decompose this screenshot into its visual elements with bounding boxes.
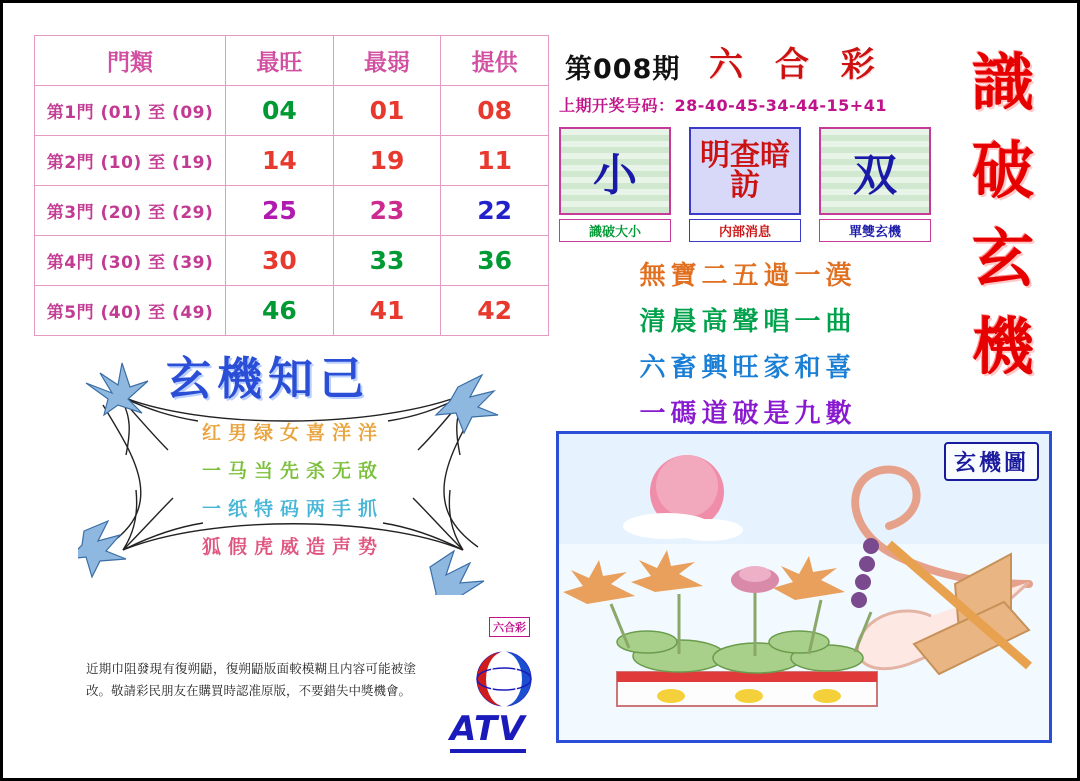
row-given: 11 [441, 136, 549, 186]
row-label: 第3門 (20) 至 (29) [35, 186, 226, 236]
row-cold: 23 [333, 186, 441, 236]
table-header-hot: 最旺 [226, 36, 334, 86]
row-given: 08 [441, 86, 549, 136]
xuanji-picture [556, 431, 1052, 743]
poem-block [563, 255, 933, 439]
row-hot: 04 [226, 86, 334, 136]
row-hot: 30 [226, 236, 334, 286]
row-cold: 41 [333, 286, 441, 336]
row-cold: 33 [333, 236, 441, 286]
poem-line: 六畜興旺家和喜 [639, 353, 857, 383]
last-draw-numbers: 上期开奖号码：28-40-45-34-44-15+41 [559, 96, 887, 115]
row-given: 42 [441, 286, 549, 336]
row-given: 22 [441, 186, 549, 236]
thumbnail-caption: 内部消息 [689, 219, 801, 242]
disclaimer-text: 近期巾阻發現有復朔鼯，復朔鼯版面較模糊且内容可能被塗改。敬請彩民朋友在購買時認准原版，不要錯失中獎機會。 [86, 661, 416, 698]
mini-lotto-badge: 六合彩 [489, 617, 530, 637]
table-header-category: 門類 [35, 36, 226, 86]
thumbnail-caption: 識破大小 [559, 219, 671, 242]
row-label: 第4門 (30) 至 (39) [35, 236, 226, 286]
zhiji-verse-block [163, 418, 423, 570]
row-given: 36 [441, 236, 549, 286]
lottery-name: 六 合 彩 [709, 45, 885, 85]
row-hot: 25 [226, 186, 334, 236]
thumbnail-caption: 單雙玄機 [819, 219, 931, 242]
thumbnail-odd-even[interactable] [819, 127, 931, 215]
title-char: 玄 [971, 222, 1034, 295]
title-char: 破 [971, 134, 1034, 207]
atv-brand: ATV [450, 709, 526, 753]
row-hot: 14 [226, 136, 334, 186]
verse-line: 一马当先杀无敌 [201, 460, 384, 482]
thumbnail-row [559, 127, 929, 247]
atv-logo-icon [473, 648, 535, 710]
thumbnail-size-hint[interactable] [559, 127, 671, 215]
prediction-table [34, 35, 549, 336]
row-label: 第2門 (10) 至 (19) [35, 136, 226, 186]
table-row [35, 186, 549, 236]
xuanji-zhiji-title: 玄機知己 [166, 352, 371, 405]
table-header-given: 提供 [441, 36, 549, 86]
table-row [35, 236, 549, 286]
verse-line: 一纸特码两手抓 [201, 498, 384, 520]
poem-line: 無寶二五過一漠 [639, 261, 857, 291]
row-cold: 19 [333, 136, 441, 186]
row-label: 第1門 (01) 至 (09) [35, 86, 226, 136]
verse-line: 红男绿女喜洋洋 [201, 422, 384, 444]
thumbnail-glyph: 双 [853, 150, 897, 201]
poem-line: 一碼道破是九數 [639, 399, 857, 429]
row-cold: 01 [333, 86, 441, 136]
row-label: 第5門 (40) 至 (49) [35, 286, 226, 336]
table-header-row [35, 36, 549, 86]
table-header-cold: 最弱 [333, 36, 441, 86]
table-row [35, 86, 549, 136]
table-row [35, 286, 549, 336]
table-row [35, 136, 549, 186]
poem-line: 清晨高聲唱一曲 [639, 307, 857, 337]
poster-main-title [953, 39, 1053, 391]
row-hot: 46 [226, 286, 334, 336]
picture-badge: 玄機圖 [944, 442, 1039, 481]
thumbnail-glyph: 明查暗訪 [700, 138, 790, 203]
title-char: 識 [971, 46, 1034, 119]
issue-number: 第008期 [565, 54, 681, 85]
verse-line: 狐假虎威造声势 [201, 536, 384, 558]
title-char: 機 [971, 310, 1034, 383]
thumbnail-glyph: 小 [593, 150, 637, 201]
thumbnail-inside-news[interactable] [689, 127, 801, 215]
